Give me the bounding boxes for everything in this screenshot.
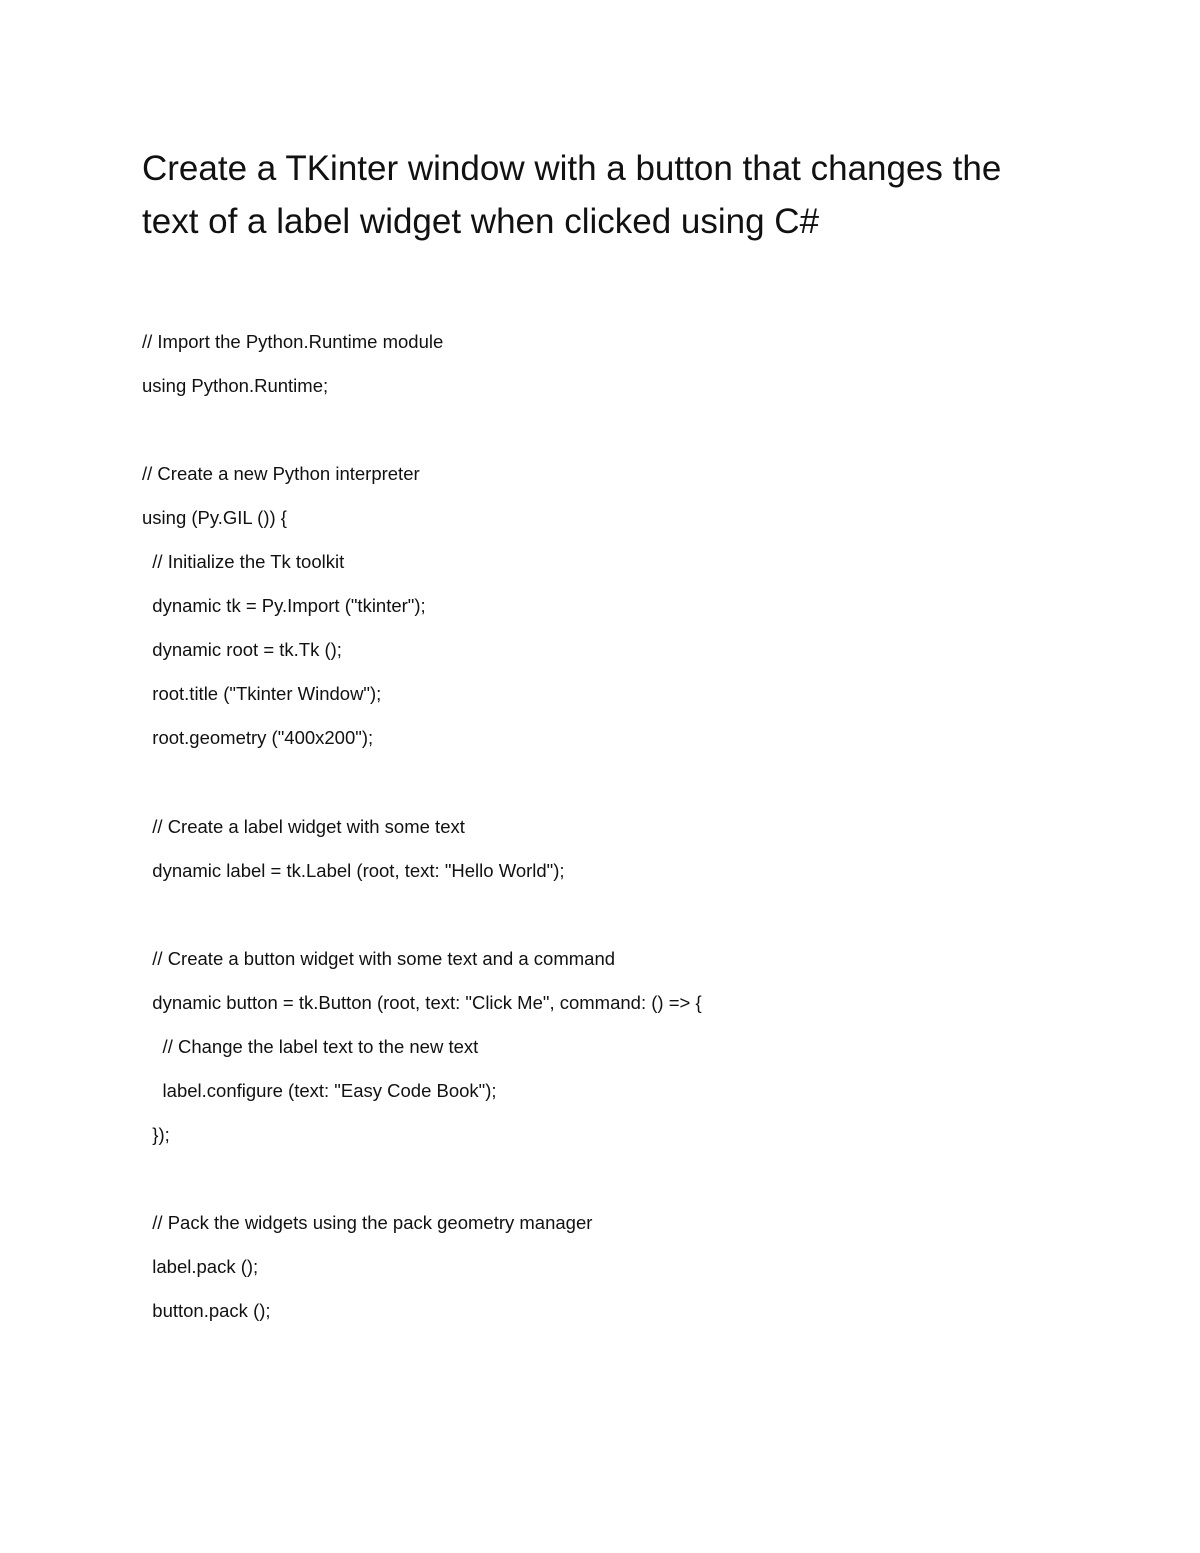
code-line: // Create a button widget with some text and a command — [142, 948, 616, 969]
code-line: dynamic label = tk.Label (root, text: "Hello World"); — [142, 860, 565, 881]
document-title: Create a TKinter window with a button that changes the text of a label widget when clicked using C# — [142, 149, 1002, 241]
code-line: root.geometry ("400x200"); — [142, 727, 374, 748]
code-line: using Python.Runtime; — [142, 375, 329, 396]
code-line: label.configure (text: "Easy Code Book"); — [142, 1080, 497, 1101]
code-line: // Initialize the Tk toolkit — [142, 551, 345, 572]
code-line: button.pack (); — [142, 1300, 271, 1321]
code-line: // Change the label text to the new text — [142, 1036, 479, 1057]
code-line: label.pack (); — [142, 1256, 259, 1277]
code-line: // Create a label widget with some text — [142, 816, 465, 837]
code-line: root.title ("Tkinter Window"); — [142, 683, 382, 704]
code-line: dynamic tk = Py.Import ("tkinter"); — [142, 595, 426, 616]
code-line: dynamic root = tk.Tk (); — [142, 639, 342, 660]
code-line: dynamic button = tk.Button (root, text: "Click Me", command: () => { — [142, 992, 702, 1013]
code-line: // Create a new Python interpreter — [142, 463, 420, 484]
code-line: }); — [142, 1124, 170, 1145]
code-line: using (Py.GIL ()) { — [142, 507, 287, 528]
code-line: // Import the Python.Runtime module — [142, 331, 444, 352]
code-line: // Pack the widgets using the pack geometry manager — [142, 1212, 593, 1233]
